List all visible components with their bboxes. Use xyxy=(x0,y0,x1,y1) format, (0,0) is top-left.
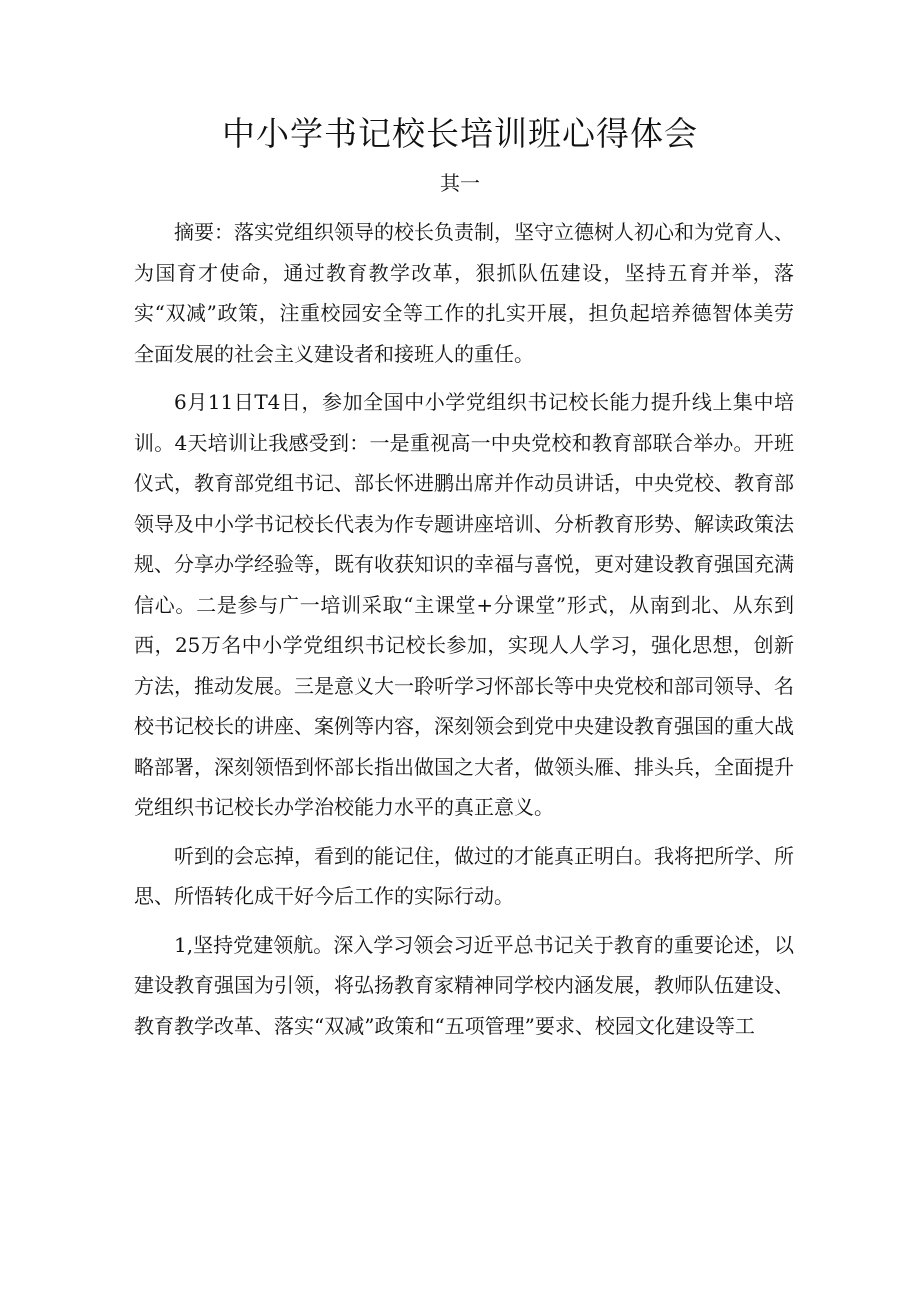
document-title: 中小学书记校长培训班心得体会 xyxy=(222,114,698,153)
paragraph-point-1: 1,坚持党建领航。深入学习领会习近平总书记关于教育的重要论述，以建设教育强国为引领，将弘扬教育家精神同学校内涵发展，教师队伍建设、教育教学改革、落实“双减”政策和“五项管理”要求、校园文化建设等工 xyxy=(134,932,794,1038)
paragraph-reflection: 听到的会忘掉，看到的能记住，做过的才能真正明白。我将把所学、所思、所悟转化成干好今后工作的实际行动。 xyxy=(134,843,794,908)
document-subtitle: 其一 xyxy=(440,171,480,195)
paragraph-abstract: 摘要：落实党组织领导的校长负责制，坚守立德树人初心和为党育人、为国育才使命，通过教育教学改革，狠抓队伍建设，坚持五育并举，落实“双减”政策，注重校园安全等工作的扎实开展，担负起培养德智体美劳全面发展的社会主义建设者和接班人的重任。 xyxy=(134,220,794,366)
paragraph-training: 6月11日T4日，参加全国中小学党组织书记校长能力提升线上集中培训。4天培训让我感受到：一是重视高一中央党校和教育部联合举办。开班仪式，教育部党组书记、部长怀进鹏出席并作动员讲话，中央党校、教育部领导及中小学书记校长代表为作专题讲座培训、分析教育形势、解读政策法规、分享办学经验等，既有收获知识的幸福与喜悦，更对建设教育强国充满信心。二是参与广一培训采取“主课堂+分课堂”形式，从南到北、从东到西，25万名中小学党组织书记校长参加，实现人人学习，强化思想，创新方法，推动发展。三是意义大一聆听学习怀部长等中央党校和部司领导、名校书记校长的讲座、案例等内容，深刻领会到党中央建设教育强国的重大战略部署，深刻领悟到怀部长指出做国之大者，做领头雁、排头兵，全面提升党组织书记校长办学治校能力水平的真正意义。 xyxy=(134,390,794,819)
document-body xyxy=(134,212,794,1054)
